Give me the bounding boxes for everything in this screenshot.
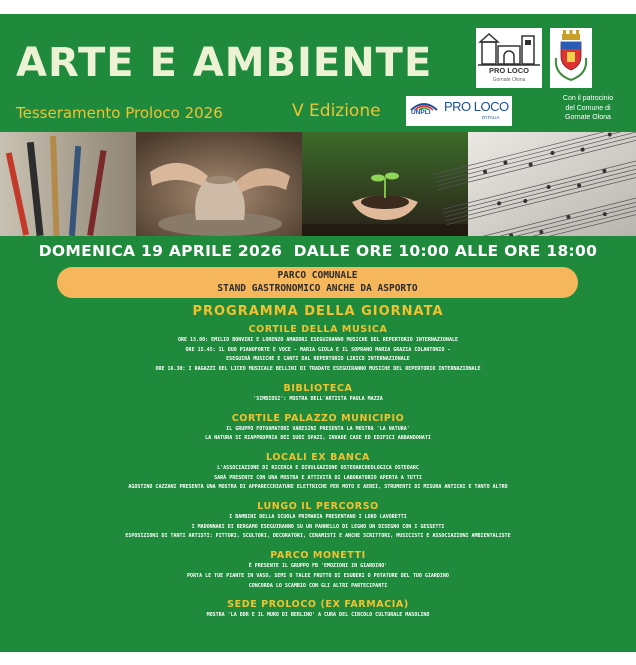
- edition-label: V Edizione: [292, 101, 381, 121]
- section-title: LOCALI EX BANCA: [266, 451, 370, 463]
- section-line: LA NATURA SI RIAPPROPRIA DEI SUOI SPAZI, INVADE CASE ED EDIFICI ABBANDONATI: [205, 435, 431, 442]
- section-title: PARCO MONETTI: [270, 550, 366, 562]
- program-section: [0, 382, 636, 405]
- program-section: [0, 451, 636, 493]
- section-line: È PRESENTE IL GRUPPO FB 'EMOZIONI IN GIARDINO': [248, 563, 388, 570]
- crest-icon: [550, 28, 592, 88]
- section-line: SARÀ PRESENTE CON UNA MOSTRA E ATTIVITÀ DI LABORATORIO APERTA A TUTTI: [214, 474, 422, 481]
- section-line: ESPOSIZIONI DI TANTI ARTISTI: PITTORI, SCULTORI, DECORATORI, CERAMISTI E ANCHE SCRITTORI, MUSICISTI E ASSOCIAZIONI AMBIENTALISTE: [125, 533, 511, 540]
- section-line: MOSTRA 'LA DDR E IL MURO DI BERLINO' A CURA DEL CIRCOLO CULTURALE MASOLINO: [206, 612, 430, 619]
- venue-line: STAND GASTRONOMICO ANCHE DA ASPORTO: [217, 283, 418, 294]
- patronage-line: del Comune di: [565, 104, 611, 112]
- section-line: ORE 15.45: IL DUO PIANOFORTE E VOCE - MARIA GIOLA E IL SOPRANO MARIA GRAZIA COLANTONIO -: [185, 346, 451, 353]
- section-line: 'SIMBIOSI': MOSTRA DELL'ARTISTA PAOLA MAZZA: [253, 395, 383, 402]
- photo-strip: [0, 132, 636, 236]
- event-poster: [0, 14, 636, 652]
- section-line: ORE 16.30: I RAGAZZI DEL LICEO MUSICALE BELLINI DI TRADATE ESEGUIRANNO MUSICHE DEL REPERTORIO INTERNAZIONALE: [155, 366, 481, 373]
- program-list: [0, 323, 636, 621]
- pottery-photo: [136, 132, 302, 236]
- section-line: ORE 15.00: EMILIO BONVINI E LORENZO AMADORI ESEGUIRANNO MUSICHE DEL REPERTORIO INTERNAZIONALE: [178, 337, 458, 343]
- section-line: L'ASSOCIAZIONE DI RICERCA E DIVULGAZIONE OSTEOARCHEOLOGICA OSTEOARC: [217, 464, 419, 471]
- venue-banner: [57, 267, 578, 298]
- section-title: LUNGO IL PERCORSO: [257, 501, 379, 513]
- program-title: PROGRAMMA DELLA GIORNATA: [192, 304, 444, 319]
- proloco-logo-sub: Gornate Olona: [492, 77, 526, 83]
- venue-line: PARCO COMUNALE: [277, 270, 358, 281]
- patronage-note: [540, 94, 636, 123]
- comune-crest: [550, 28, 592, 88]
- brushes-photo: [0, 132, 136, 236]
- section-line: I BAMBINI DELLA SCUOLA PRIMARIA PRESENTANO I LORO LAVORETTI: [229, 514, 407, 521]
- section-line: PORTA LE TUE PIANTE IN VASO, SEMI O TALEE FRUTTO DI ESUBERI O POTATURE DEL TUO GIARDINO: [187, 572, 449, 579]
- program-section: [0, 412, 636, 444]
- section-line: ESEGUIRÀ MUSICHE E CANTI DAL REPERTORIO LIRICO INTERNAZIONALE: [226, 356, 410, 363]
- building-icon: [476, 28, 542, 68]
- section-line: IL GRUPPO FOTOAMATORI VARESINI PRESENTA LA MOSTRA 'LA NATURA': [226, 425, 410, 432]
- section-title: CORTILE DELLA MUSICA: [248, 324, 388, 335]
- section-line: I MADONNARI DI BERGAMO ESEGUIRANNO SU UN PANNELLO DI LEGNO UN DISEGNO CON I GESSETTI: [191, 523, 445, 530]
- poster-title: ARTE E AMBIENTE: [16, 40, 433, 86]
- proloco-logo: [476, 28, 542, 88]
- proloco-logo-label: PRO LOCO: [488, 66, 529, 75]
- section-line: CONCORDA LO SCAMBIO CON GLI ALTRI PARTECIPANTI: [248, 582, 388, 589]
- poster-subtitle: Tesseramento Proloco 2026: [16, 104, 223, 122]
- proloco-italia-label: PRO LOCO: [444, 99, 509, 114]
- section-title: BIBLIOTECA: [283, 382, 353, 394]
- program-section: [0, 598, 636, 621]
- patronage-line: Con il patrocinio: [562, 95, 614, 102]
- patronage-line: Gornate Olona: [565, 114, 611, 121]
- program-section: [0, 323, 636, 375]
- section-title: SEDE PROLOCO (EX FARMACIA): [227, 599, 409, 611]
- unpli-label: UNPLI: [411, 109, 431, 116]
- unpli-logo: [406, 96, 512, 126]
- program-section: [0, 549, 636, 591]
- event-date-line: DOMENICA 19 APRILE 2026 DALLE ORE 10:00 ALLE ORE 18:00: [38, 242, 598, 260]
- proloco-italia-sub: D'ITALIA: [482, 115, 500, 120]
- program-section: [0, 500, 636, 542]
- section-line: AGOSTINO CAZZANI PRESENTA UNA MOSTRA DI APPARECCHIATURE ELETTRICHE PER MOTO E AEREI, STRUMENTI DI MISURA ANTICHI E TANTO ALTRO: [128, 484, 508, 491]
- section-title: CORTILE PALAZZO MUNICIPIO: [231, 412, 405, 424]
